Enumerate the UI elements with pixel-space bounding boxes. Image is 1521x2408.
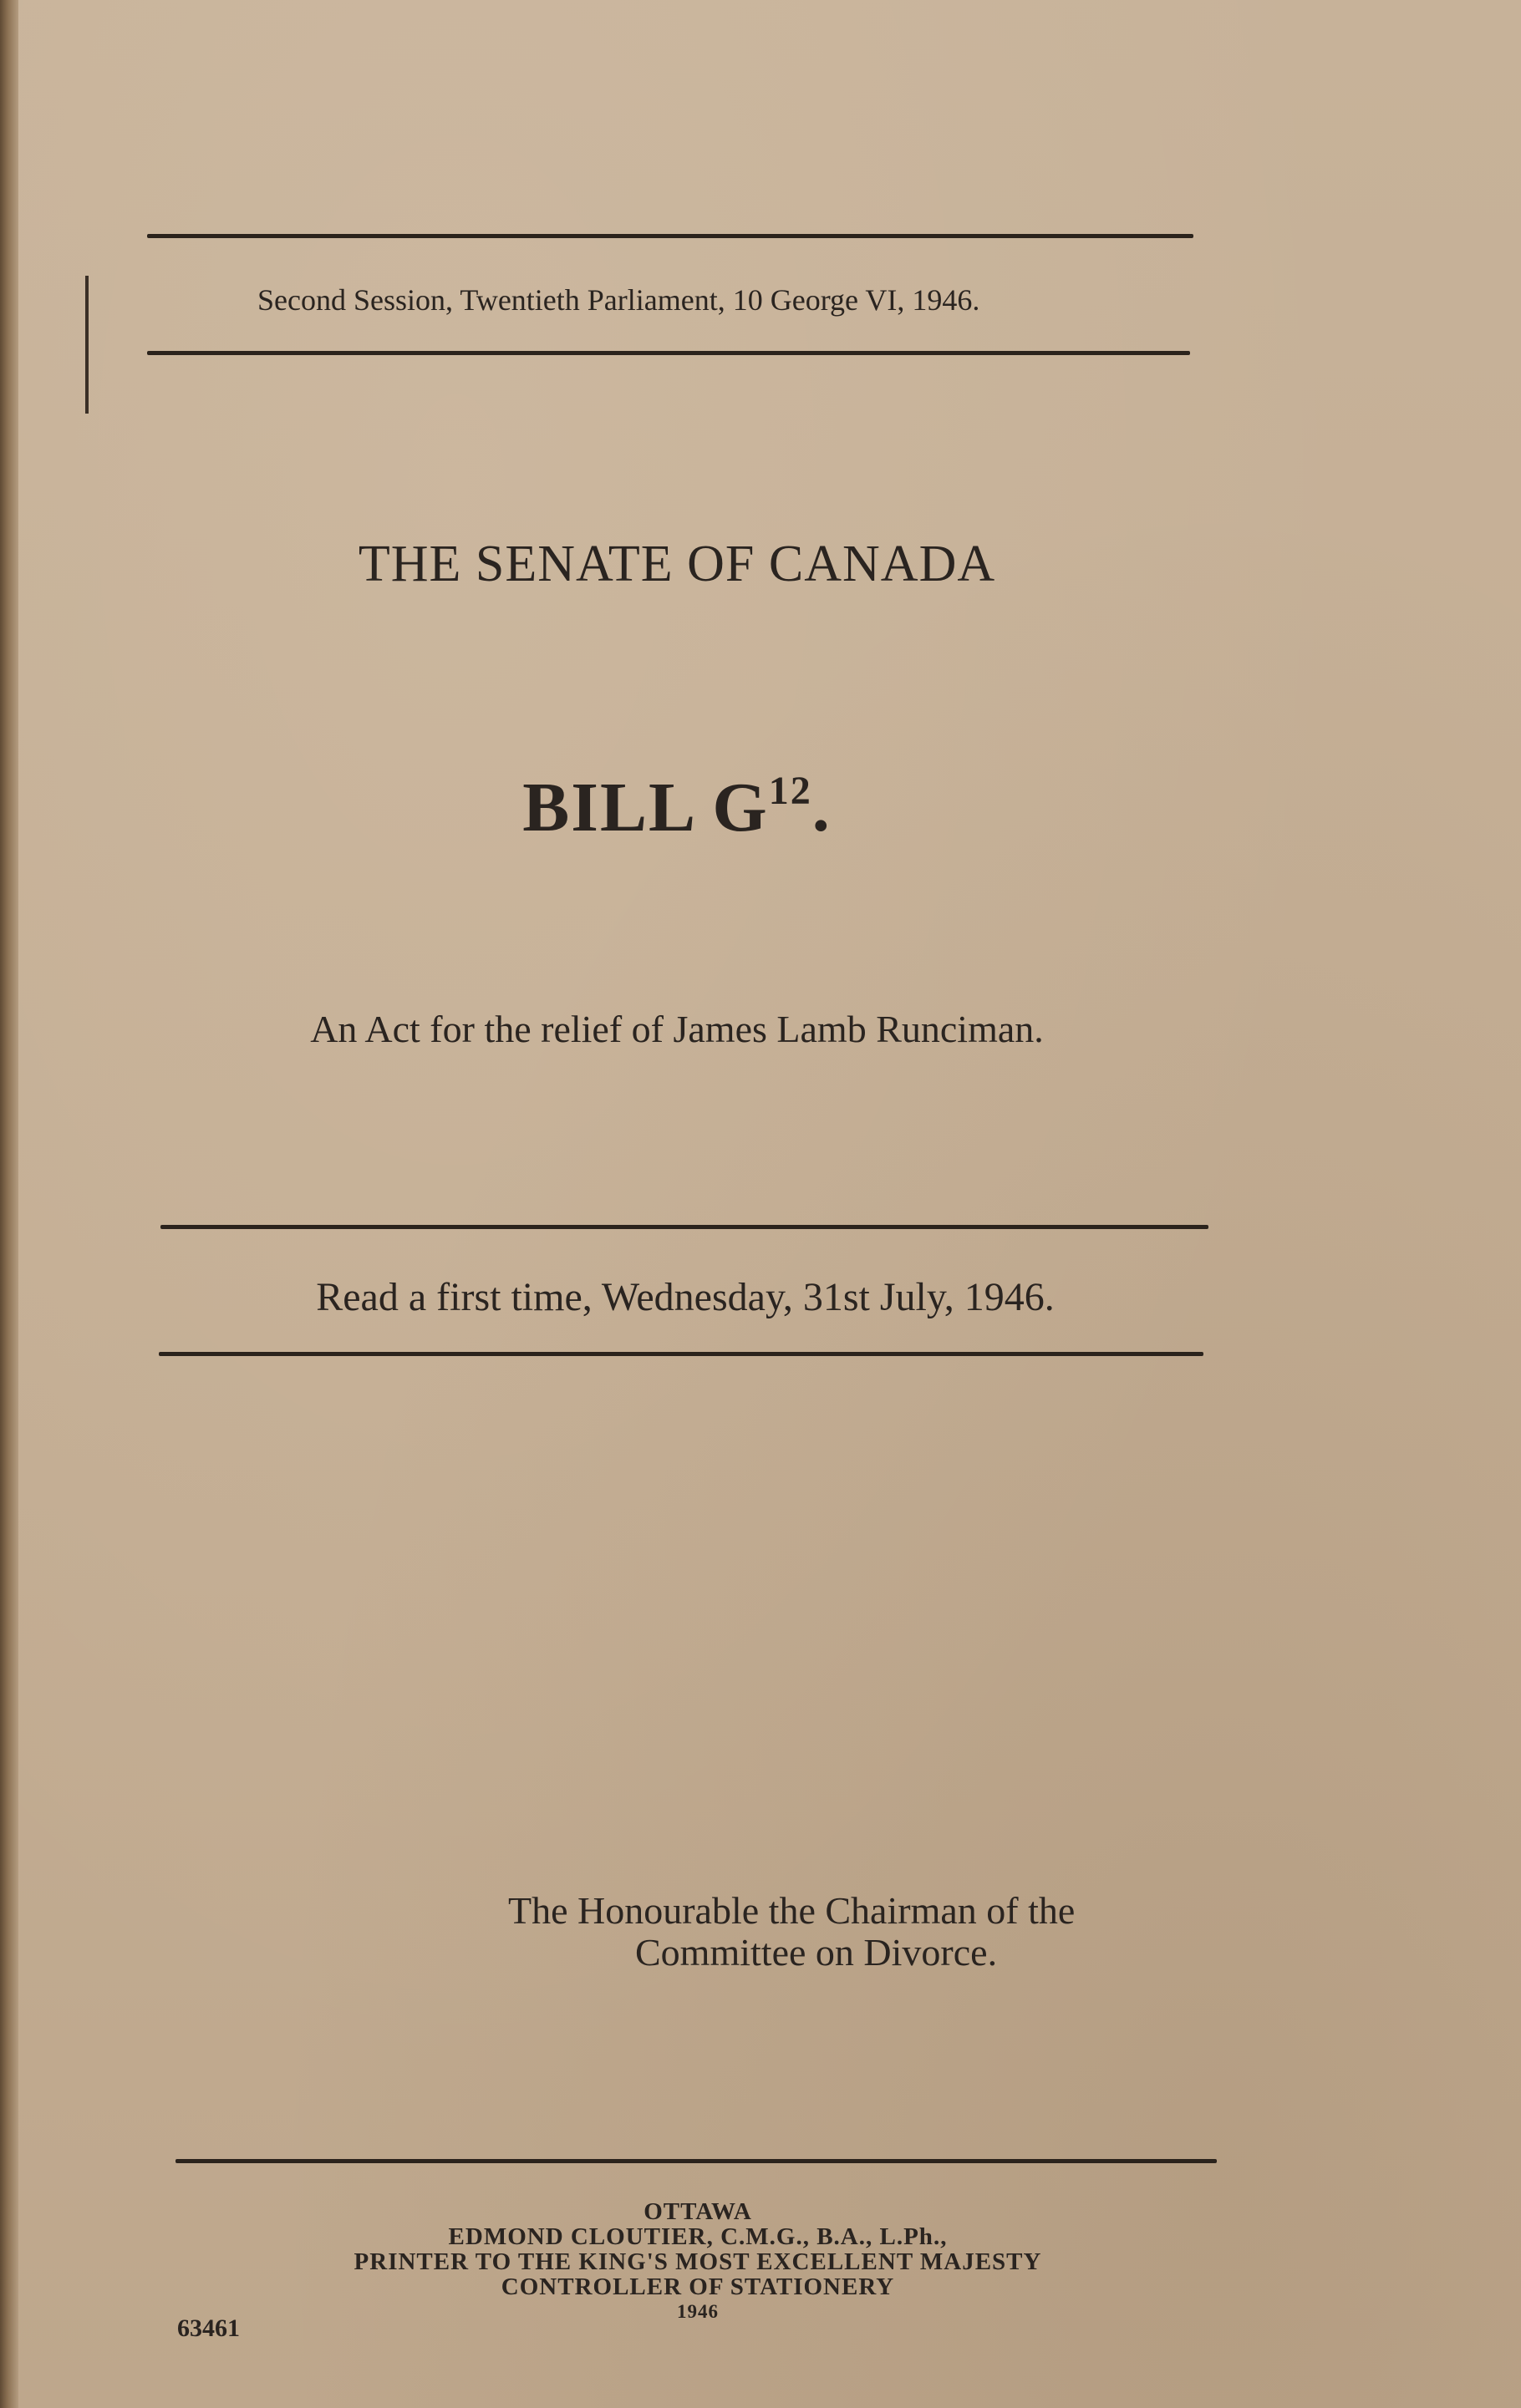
rule-top-2 [147,351,1190,355]
sponsor-line-2: Committee on Divorce. [635,1931,998,1974]
sponsor-block [508,1890,1075,1974]
job-number: 63461 [177,2314,240,2342]
imprint-year: 1946 [677,2301,719,2322]
imprint-office: CONTROLLER OF STATIONERY [501,2273,895,2300]
session-line: Second Session, Twentieth Parliament, 10 George VI, 1946. [257,283,980,317]
margin-mark [85,276,89,414]
bill-prefix: BILL G [522,769,769,846]
bill-number: 12 [768,769,812,813]
imprint-printer: EDMOND CLOUTIER, C.M.G., B.A., L.Ph., [448,2223,948,2250]
first-reading-line: Read a first time, Wednesday, 31st July, 1946. [316,1275,1055,1319]
rule-bottom [176,2159,1217,2163]
binding-edge [0,0,18,2408]
bill-suffix: . [811,769,832,846]
imprint-role: PRINTER TO THE KING'S MOST EXCELLENT MAJESTY [354,2248,1042,2275]
rule-mid-1 [160,1225,1208,1229]
act-title: An Act for the relief of James Lamb Runciman. [310,1008,1044,1050]
senate-heading: THE SENATE OF CANADA [358,536,996,592]
sponsor-line-1: The Honourable the Chairman of the [508,1889,1076,1932]
imprint-city: OTTAWA [644,2198,752,2225]
rule-mid-2 [159,1352,1203,1356]
rule-top-1 [147,234,1193,238]
imprint-block [0,2199,1396,2324]
bill-heading [0,767,1354,848]
